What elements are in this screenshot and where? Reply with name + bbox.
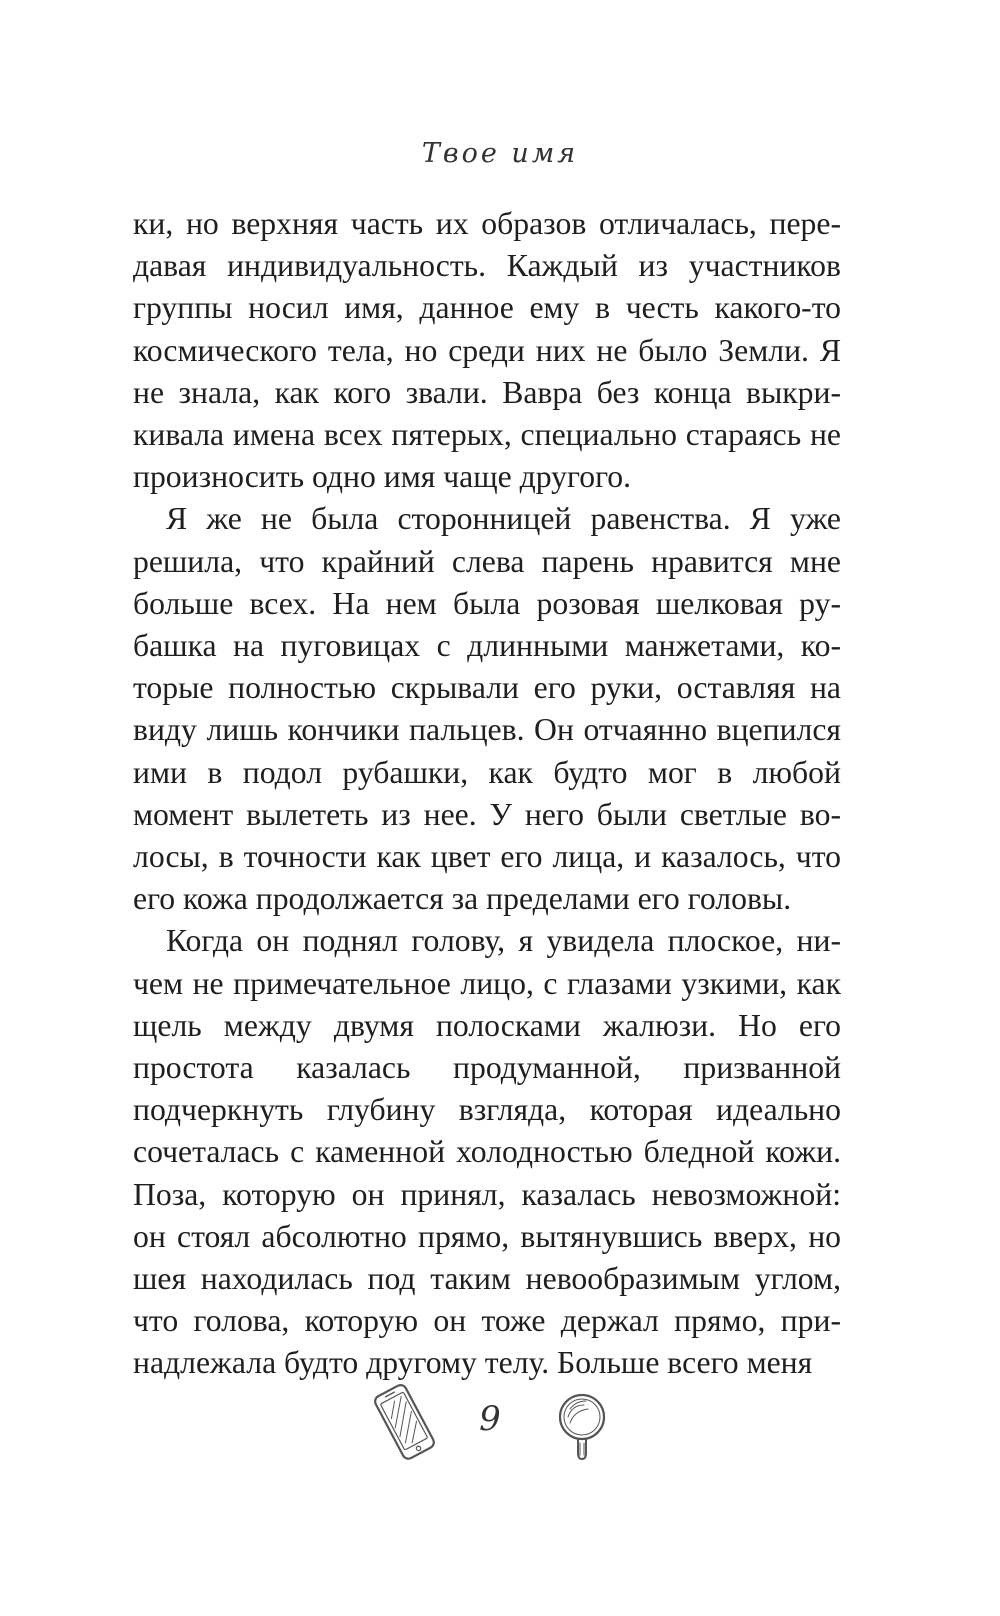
page-footer: [0, 1375, 1000, 1485]
paragraph-3: Когда он поднял голову, я увидела плоское, ничем не примечательное лицо, с глазами узкими, как щель между двумя полосками жалюзи. Но его простота казалась продуманной, призванной подчеркнуть глубину взгляда, которая идеально сочеталась с каменной холодностью бледной кожи. Поза, которую он принял, казалась невозможной: он стоял абсолютно прямо, вытянувшись вверх, но шея находилась под таким невообразимым углом, что голова, которую он тоже держал прямо, принадлежала будто другому телу. Больше всего меня: [133, 923, 841, 1381]
page-number: 9: [479, 1399, 501, 1439]
smartphone-icon: [355, 1383, 455, 1463]
page-text: [133, 203, 841, 1385]
paragraph-1: ки, но верхняя часть их образов отличалась, передавая индивидуальность. Каждый из участников группы носил имя, данное ему в честь какого-то космического тела, но среди них не было Земли. Я не знала, как кого звали. Вавра без конца выкрикивала имена всех пятерых, специально стараясь не произносить одно имя чаще другого.: [133, 206, 841, 495]
paragraph-2: Я же не была сторонницей равенства. Я уже решила, что крайний слева парень нравится мне больше всех. На нем была розовая шелковая рубашка на пуговицах с длинными манжетами, которые полностью скрывали его руки, оставляя на виду лишь кончики пальцев. Он отчаянно вцепился ими в подол рубашки, как будто мог в любой момент вылететь из нее. У него были светлые волосы, в точности как цвет его лица, и казалось, что его кожа продолжается за пределами его головы.: [133, 501, 841, 917]
running-head: Твое имя: [421, 138, 579, 169]
magnifier-icon: [548, 1387, 620, 1467]
